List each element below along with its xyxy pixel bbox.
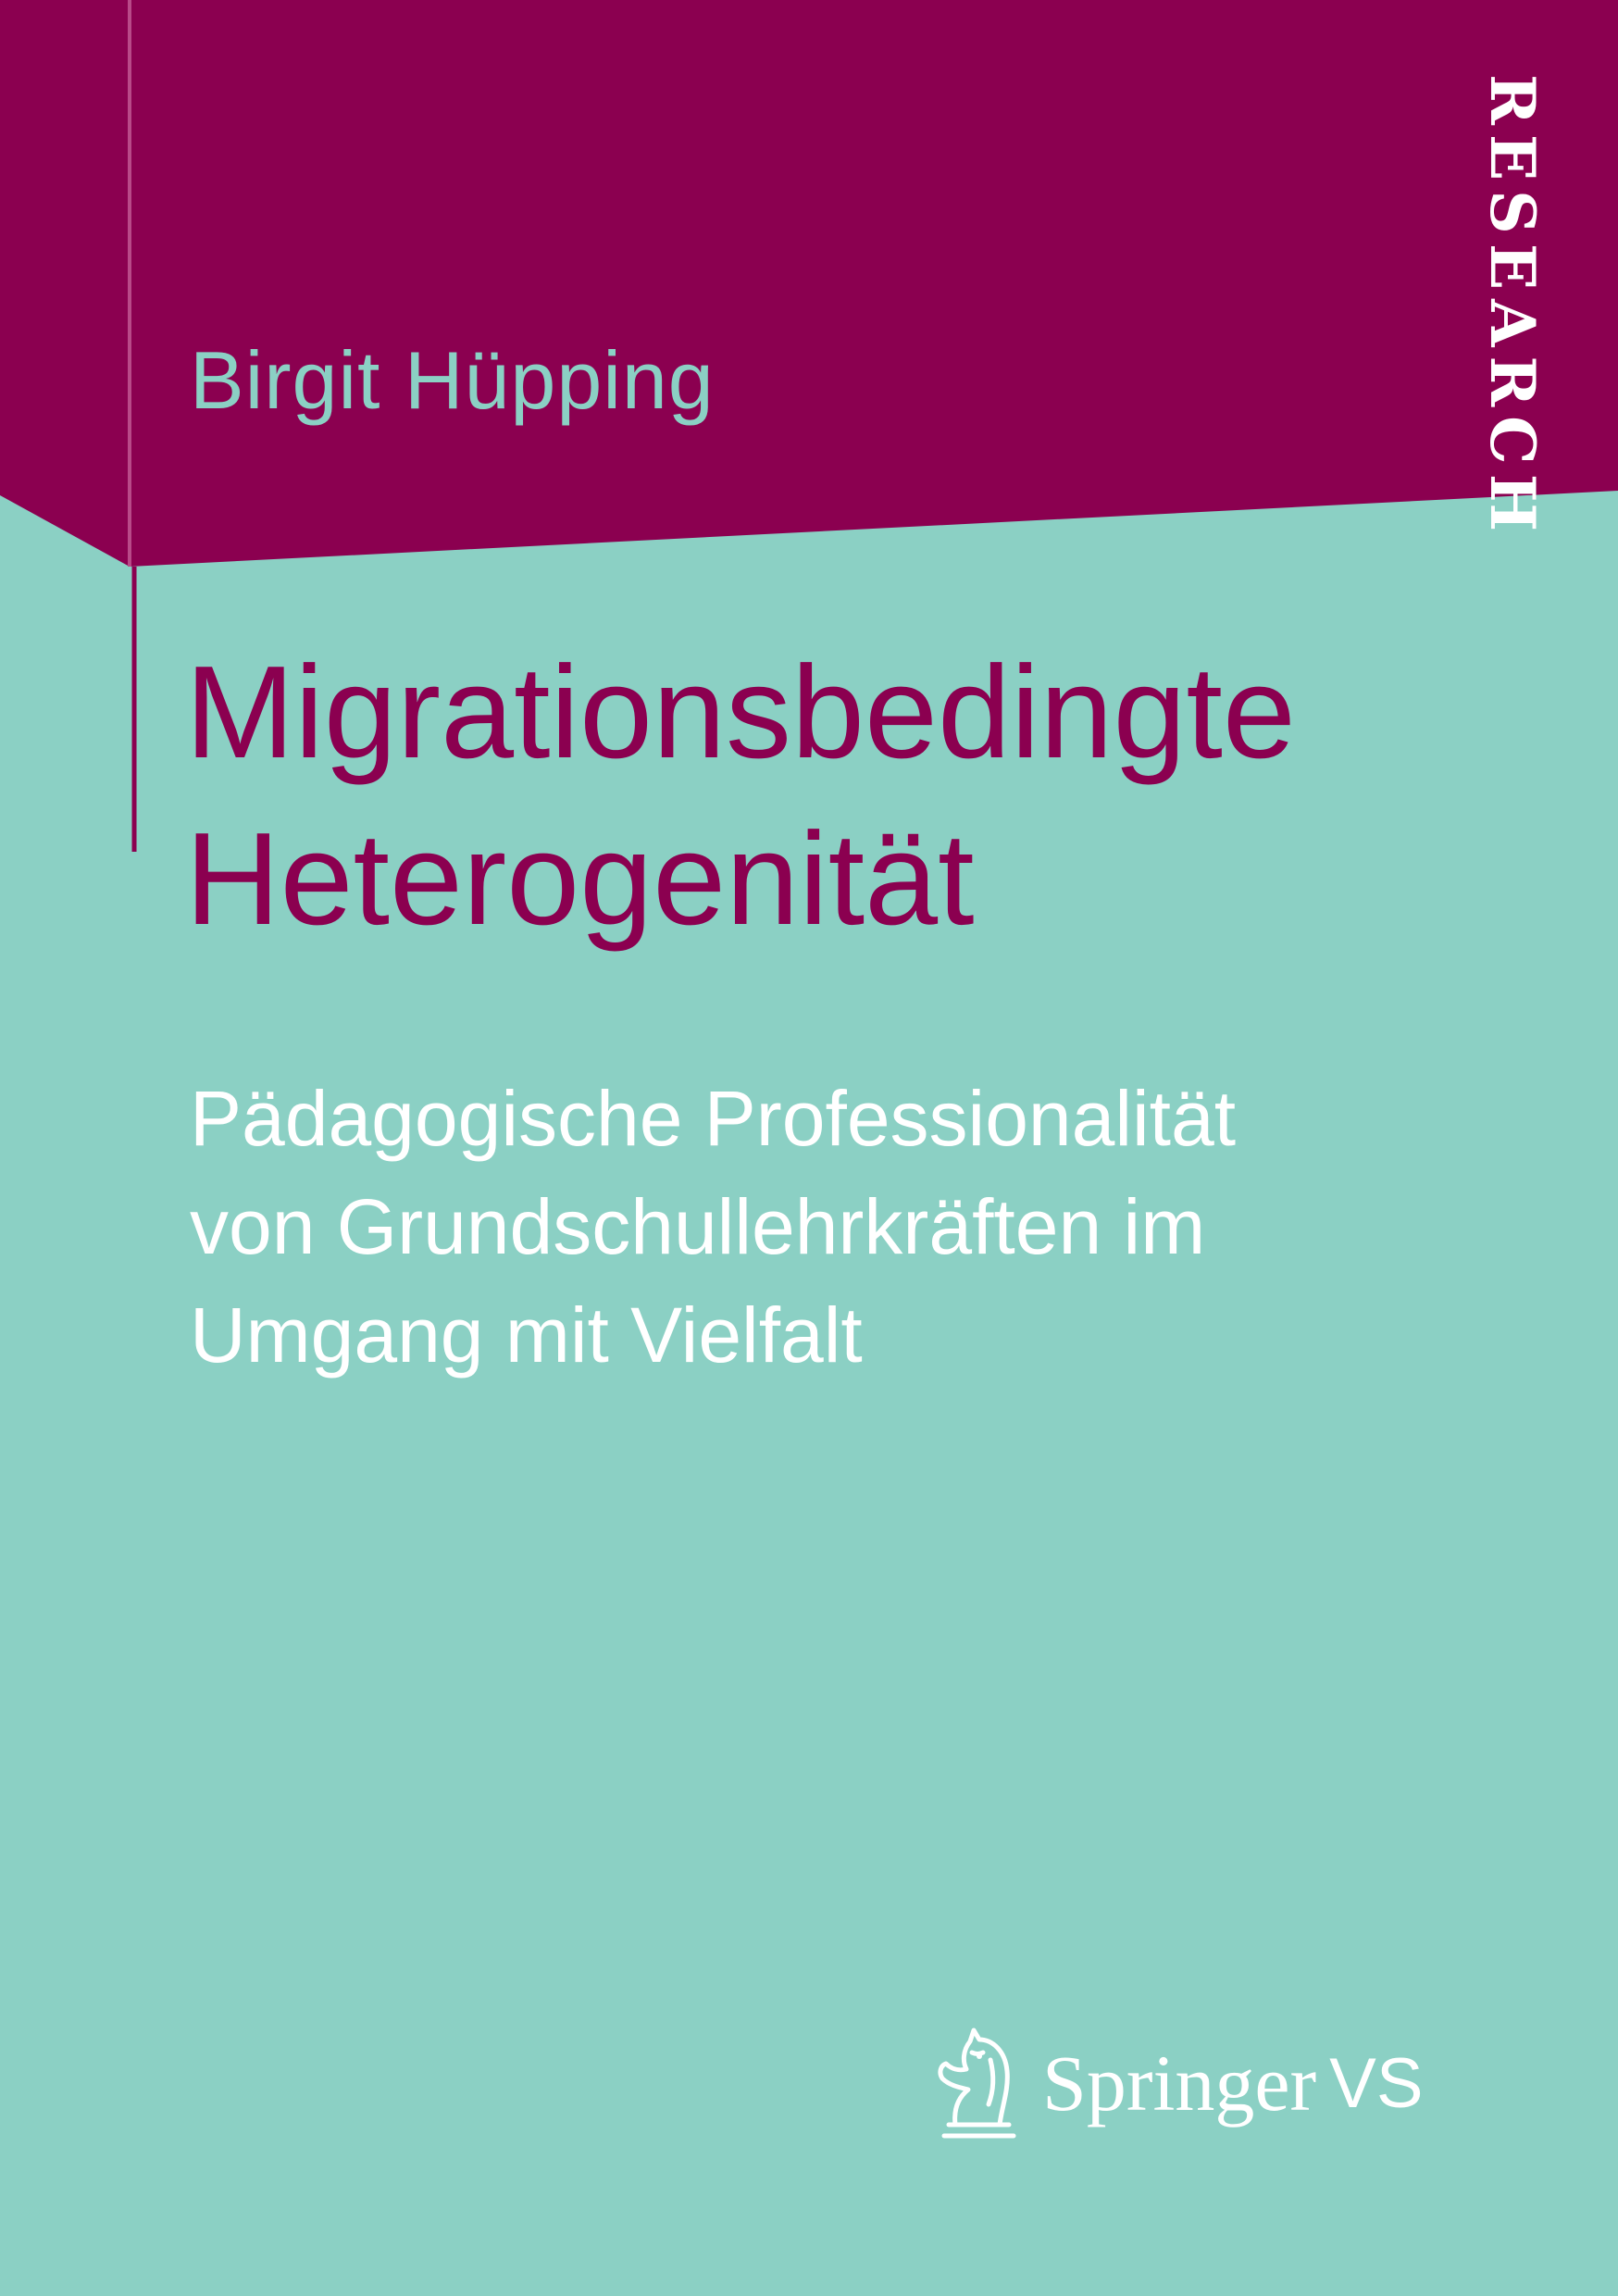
chess-knight-icon: [926, 2023, 1027, 2143]
book-title: [185, 630, 1527, 963]
purple-band-shape: [0, 0, 1618, 567]
title-line-2: Heterogenität: [185, 805, 975, 953]
publisher-name: Springer: [1042, 2039, 1317, 2128]
subtitle-line-2: von Grundschullehrkräften im: [190, 1183, 1206, 1270]
publisher-logo-block: [926, 2018, 1518, 2148]
publisher-imprint: VS: [1329, 2043, 1424, 2123]
subtitle-line-3: Umgang mit Vielfalt: [190, 1292, 863, 1379]
title-line-1: Migrationsbedingte: [185, 639, 1296, 786]
subtitle-line-1: Pädagogische Professionalität: [190, 1075, 1237, 1162]
author-name: Birgit Hüpping: [190, 334, 715, 426]
book-subtitle: [190, 1065, 1532, 1390]
series-label: RESEARCH: [1476, 74, 1549, 542]
